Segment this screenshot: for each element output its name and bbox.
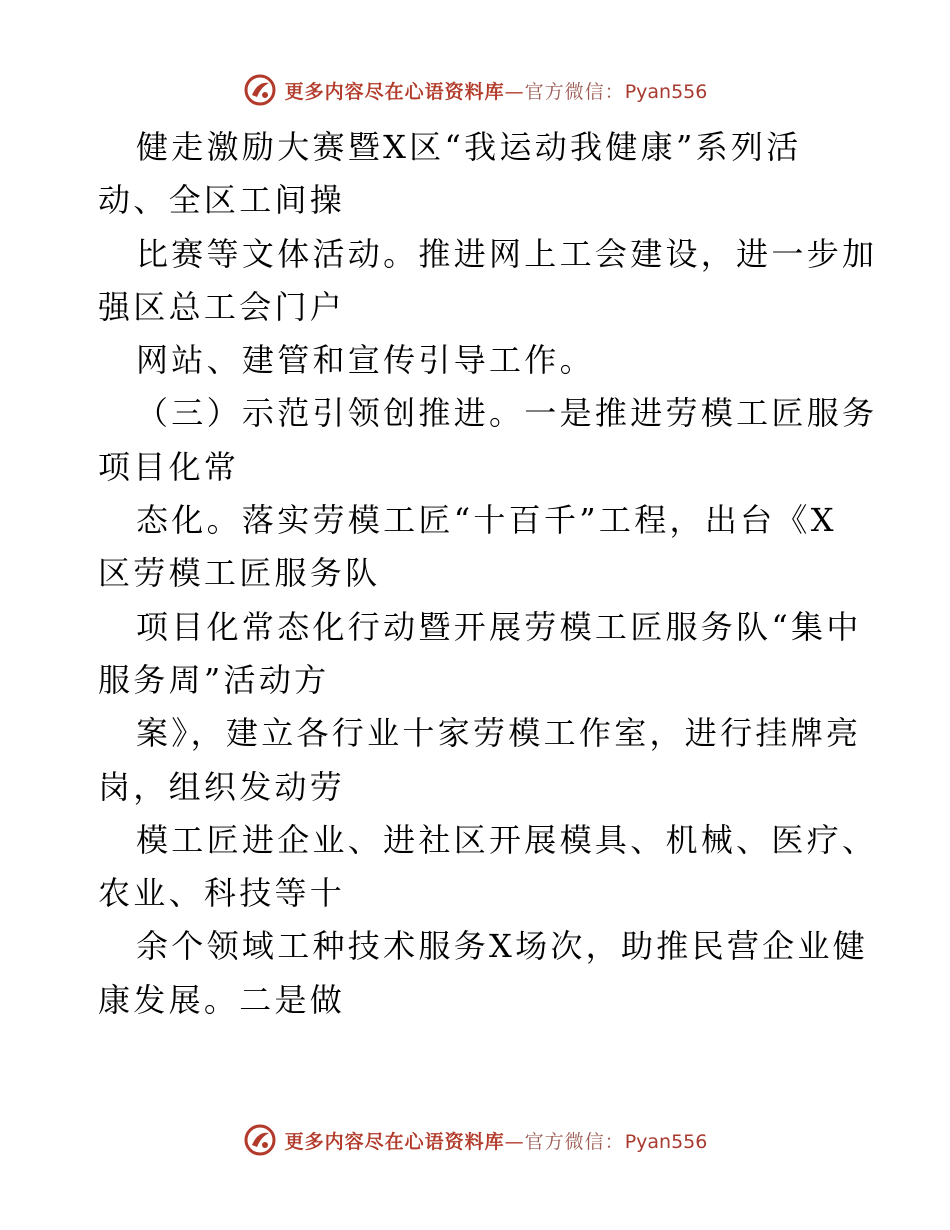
text-line: 强区总工会门户	[98, 287, 346, 326]
text-line: 岗，组织发动劳	[98, 767, 346, 806]
text-line: 网站、建管和宣传引导工作。	[136, 341, 595, 380]
footer-banner-sep: —	[504, 1130, 525, 1153]
header-banner-text	[285, 77, 708, 104]
footer-banner-wechat-id: Pyan556	[624, 1130, 708, 1153]
footer-banner-main: 更多内容尽在心语资料库	[284, 1130, 505, 1153]
footer-banner-label: 官方微信：	[524, 1130, 625, 1153]
document-body	[98, 121, 878, 1027]
brand-logo-icon	[243, 1123, 277, 1157]
text-line: 动、全区工间操	[98, 181, 346, 220]
header-banner-main: 更多内容尽在心语资料库	[284, 80, 505, 103]
text-line: 案》，建立各行业十家劳模工作室，进行挂牌亮	[136, 714, 862, 753]
header-banner-label: 官方微信：	[524, 80, 625, 103]
text-line: 余个领域工种技术服务X场次，助推民营企业健	[136, 927, 869, 966]
text-line: 模工匠进企业、进社区开展模具、机械、医疗、	[136, 820, 878, 859]
text-line: 康发展。二是做	[98, 980, 346, 1019]
text-line: （三）示范引领创推进。一是推进劳模工匠服务	[136, 394, 878, 433]
text-line: 项目化常	[98, 447, 240, 486]
text-line: 比赛等文体活动。推进网上工会建设，进一步加	[136, 234, 878, 273]
header-banner	[0, 70, 950, 110]
text-line: 农业、科技等十	[98, 874, 346, 913]
header-banner-sep: —	[504, 80, 525, 103]
header-banner-wechat-id: Pyan556	[624, 80, 708, 103]
text-line: 项目化常态化行动暨开展劳模工匠服务队“集中	[136, 607, 862, 646]
brand-logo-icon	[243, 73, 277, 107]
footer-banner-text	[285, 1127, 708, 1154]
text-line: 区劳模工匠服务队	[98, 554, 381, 593]
footer-banner	[0, 1120, 950, 1160]
text-line: 健走激励大赛暨X区“我运动我健康”系列活	[136, 128, 802, 166]
text-line: 服务周”活动方	[98, 660, 330, 699]
text-line: 态化。落实劳模工匠“十百千”工程，出台《X	[136, 501, 837, 540]
